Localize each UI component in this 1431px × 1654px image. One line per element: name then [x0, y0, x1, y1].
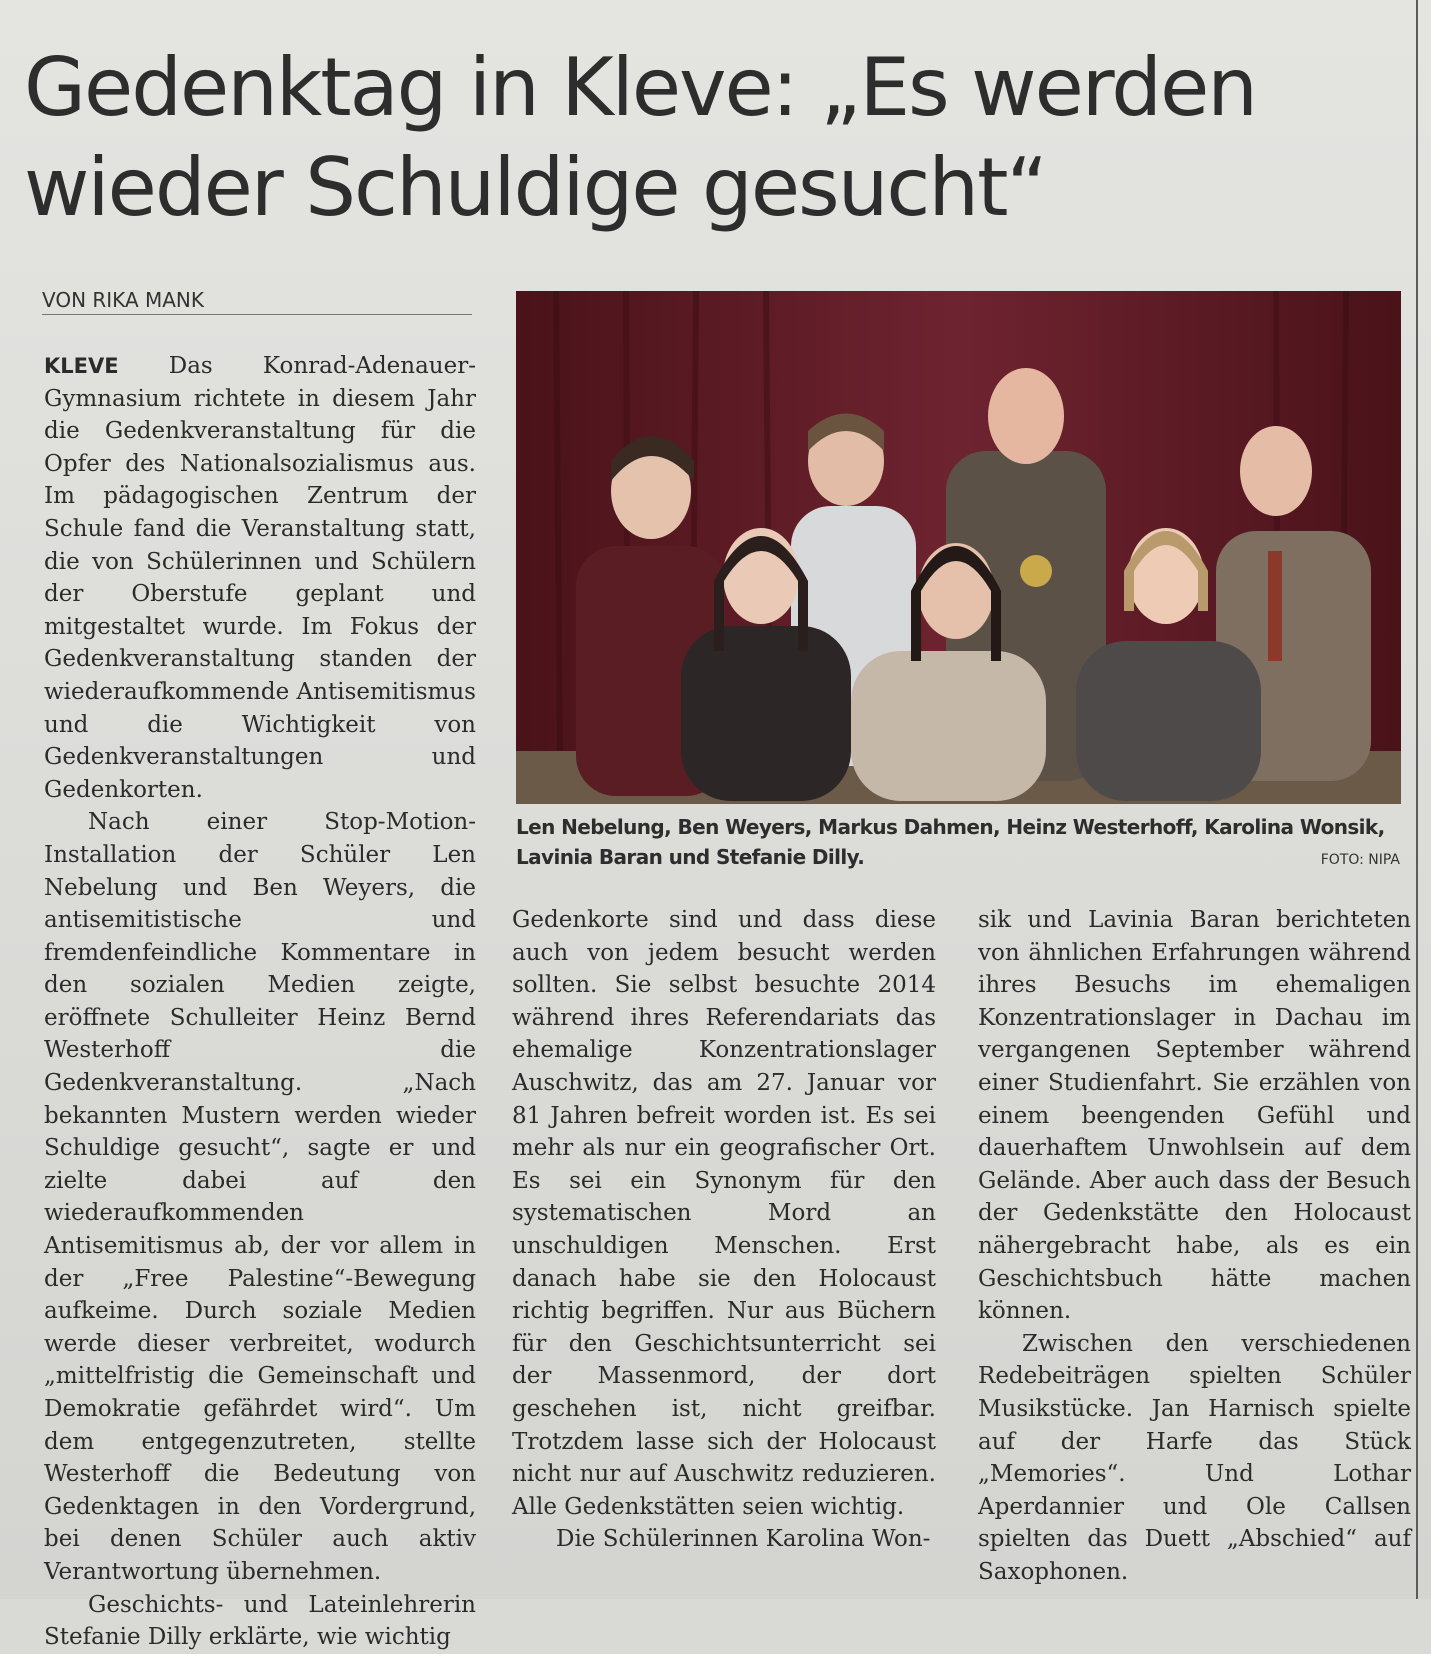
- text-column-3: [978, 904, 1411, 1588]
- paragraph-text: Das Konrad-Adenauer-Gymnasium richtete in diesem Jahr die Gedenkveranstaltung für die Opfer des Nationalsozialismus aus. Im pädagogischen Zentrum der Schule fand die Veranstaltung statt, die von Schülerinnen und Schülern der Oberstufe geplant und mitgestaltet wurde. Im Fokus der Gedenkveranstaltung standen der wiederaufkommende Antisemitismus und die Wichtigkeit von Gedenkveranstaltungen und Gedenkorten.: [44, 353, 476, 803]
- photo-illustration: [516, 291, 1401, 804]
- paragraph: Zwischen den verschiedenen Redebeiträgen spielten Schüler Musikstücke. Jan Harnisch spielte auf der Harfe das Stück „Memories“. Und Lothar Aperdannier und Ole Callsen spielten das Duett „Abschied“ auf Saxophonen.: [978, 1330, 1411, 1585]
- paragraph: [44, 350, 476, 806]
- headline-line-1: Gedenktag in Kleve: „Es werden: [24, 41, 1256, 134]
- photo-caption: Len Nebelung, Ben Weyers, Markus Dahmen, Heinz Westerhoff, Karolina Wonsik, Lavinia Baran und Stefanie Dilly.: [516, 815, 1385, 869]
- text-column-1: [44, 350, 476, 1654]
- paragraph: Die Schülerinnen Karolina Won-: [556, 1526, 931, 1553]
- dateline: KLEVE: [44, 354, 119, 378]
- paragraph: sik und Lavinia Baran berichteten von ähnlichen Erfahrungen während ihres Besuchs im ehemaligen Konzentrationslager in Dachau im vergangenen September während einer Studienfahrt. Sie erzählen von einem beengenden Gefühl und dauerhaftem Unwohlsein auf dem Gelände. Aber auch dass der Besuch der Gedenkstätte den Holocaust nähergebracht habe, als es ein Geschichtsbuch hätte machen können.: [978, 907, 1411, 1325]
- paragraph: Nach einer Stop-Motion-Installation der Schüler Len Nebelung und Ben Weyers, die antisemitistische und fremdenfeindliche Kommentare in den sozialen Medien zeigte, eröffnete Schulleiter Heinz Bernd Westerhoff die Gedenkveranstaltung. „Nach bekannten Mustern werden wieder Schuldige gesucht“, sagte er und zielte dabei auf den wiederaufkommenden Antisemitismus ab, der vor allem in der „Free Palestine“-Bewegung aufkeime. Durch soziale Medien werde dieser verbreitet, wodurch „mittelfristig die Gemeinschaft und Demokratie gefährdet wird“. Um dem entgegenzutreten, stellte Westerhoff die Bedeutung von Gedenktagen in den Vordergrund, bei denen Schüler auch aktiv Verantwortung übernehmen.: [44, 809, 476, 1585]
- byline: VON RIKA MANK: [42, 288, 472, 315]
- text-column-2: [512, 904, 936, 1556]
- group-photo: [516, 291, 1401, 804]
- paragraph: Gedenkorte sind und dass diese auch von jedem besucht werden sollten. Sie selbst besuchte 2014 während ihres Referendariats das ehemalige Konzentrationslager Auschwitz, das am 27. Januar vor 81 Jahren befreit worden ist. Es sei mehr als nur ein geografischer Ort. Es sei ein Synonym für den systematischen Mord an unschuldigen Menschen. Erst danach habe sie den Holocaust richtig begriffen. Nur aus Büchern für den Geschichtsunterricht sei der Massenmord, der dort geschehen ist, nicht greifbar. Trotzdem lasse sich der Holocaust nicht nur auf Auschwitz reduzieren. Alle Gedenkstätten seien wichtig.: [512, 907, 936, 1520]
- paragraph: Geschichts- und Lateinlehrerin Stefanie Dilly erklärte, wie wichtig: [44, 1591, 476, 1651]
- photo-credit: FOTO: NIPA: [1320, 852, 1400, 868]
- headline: [24, 38, 1284, 238]
- column-rule: [1416, 0, 1418, 1599]
- headline-line-2: wieder Schuldige gesucht“: [24, 141, 1046, 234]
